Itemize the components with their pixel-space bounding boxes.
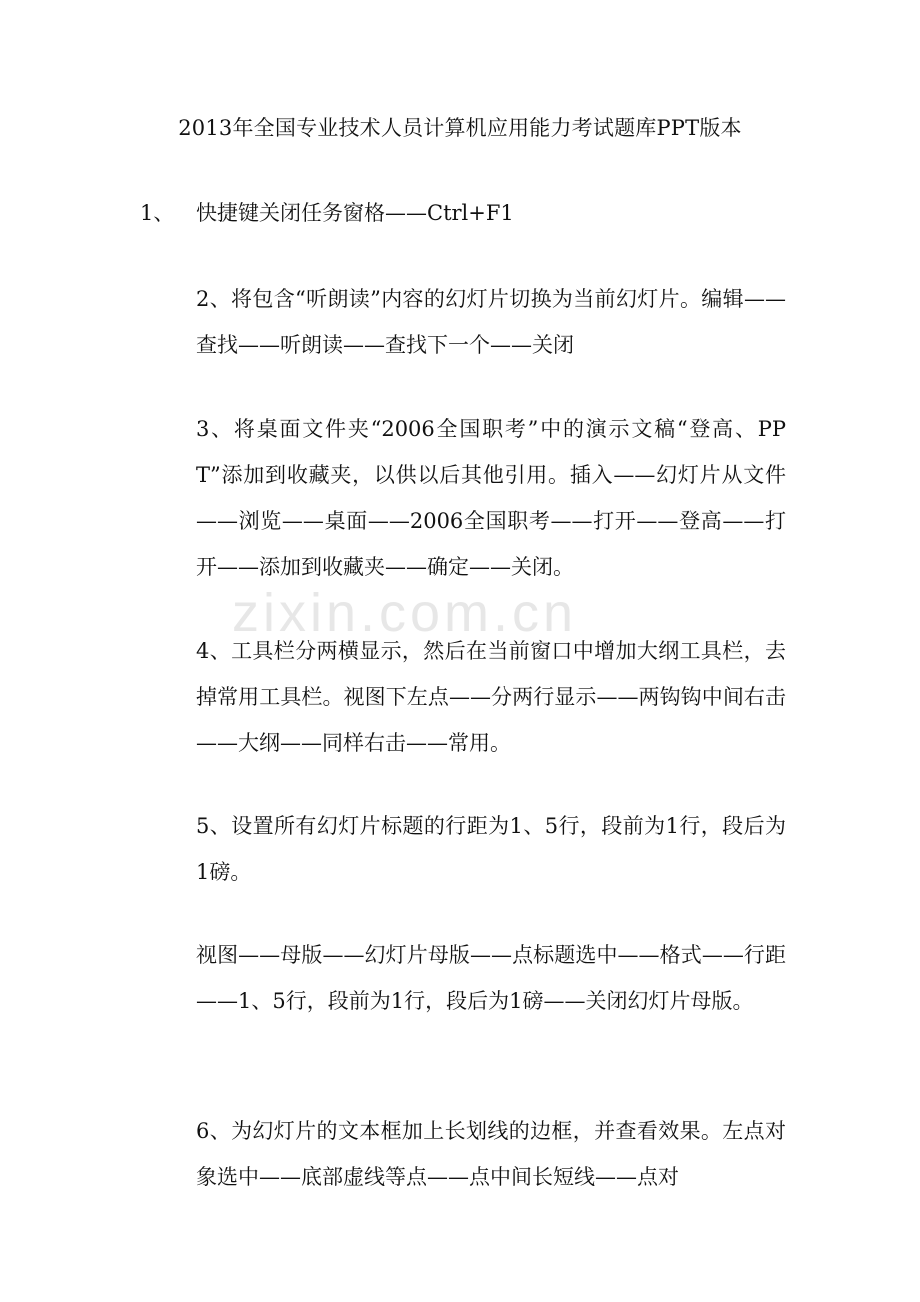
question-1-number: 1、 (140, 201, 175, 225)
question-5-answer: 视图——母版——幻灯片母版——点标题选中——格式——行距——1、5行，段前为1行，段后为1磅——关闭幻灯片母版。 (196, 943, 786, 1013)
question-6: 6、为幻灯片的文本框加上长划线的边框，并查看效果。左点对象选中——底部虚线等点——点中间长短线——点对 (196, 1119, 786, 1189)
question-2: 2、将包含“听朗读”内容的幻灯片切换为当前幻灯片。编辑——查找——听朗读——查找下一个——关闭 (196, 287, 786, 357)
question-3: 3、将桌面文件夹“2006全国职考”中的演示文稿“登高、PPT”添加到收藏夹，以供以后其他引用。插入——幻灯片从文件——浏览——桌面——2006全国职考——打开——登高——打开——添加到收藏夹——确定——关闭。 (196, 417, 786, 579)
question-5: 5、设置所有幻灯片标题的行距为1、5行，段前为1行，段后为1磅。 (196, 814, 786, 884)
question-1-text: 快捷键关闭任务窗格——Ctrl+F1 (196, 201, 514, 225)
question-4: 4、工具栏分两横显示，然后在当前窗口中增加大纲工具栏，去掉常用工具栏。视图下左点——分两行显示——两钩钩中间右击——大纲——同样右击——常用。 (196, 639, 786, 755)
document-title: 2013年全国专业技术人员计算机应用能力考试题库PPT版本 (178, 116, 742, 140)
watermark: zixin.com.cn (232, 583, 578, 643)
question-1 (140, 197, 514, 229)
